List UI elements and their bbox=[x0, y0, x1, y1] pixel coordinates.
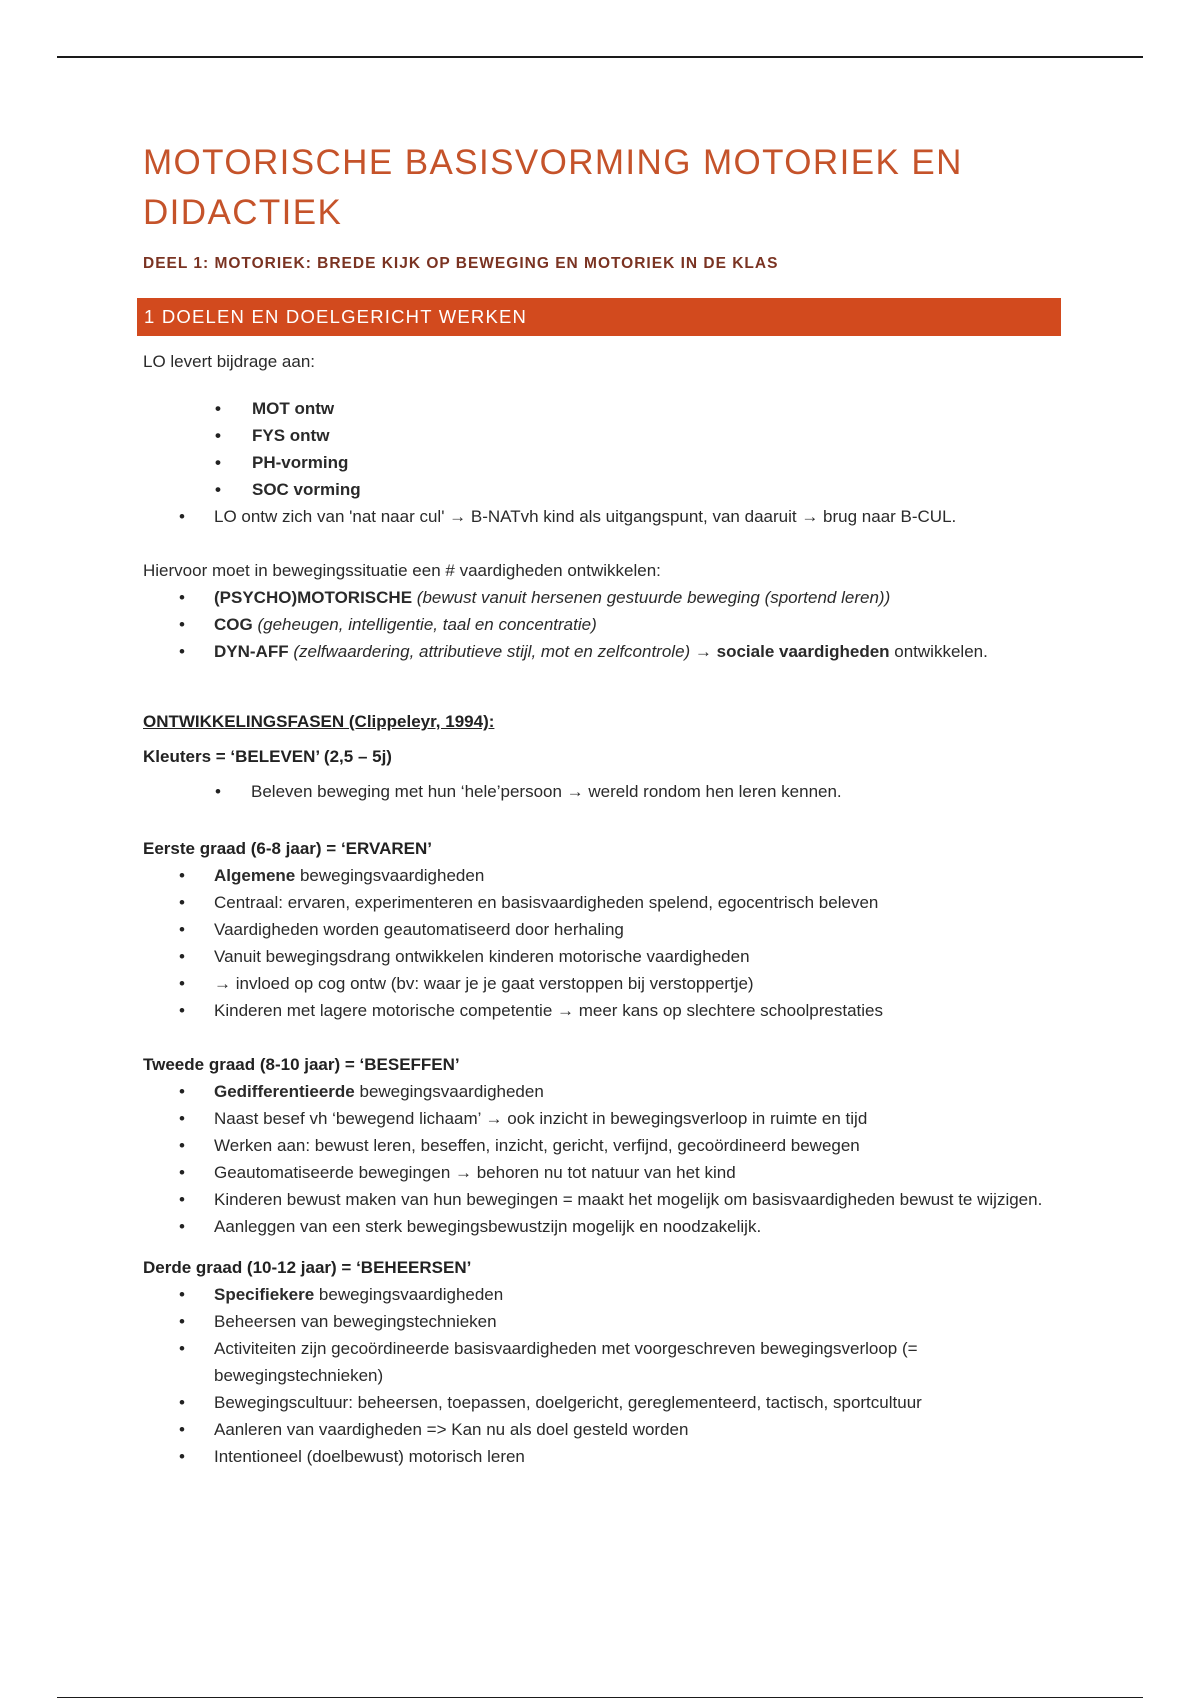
skills-list bbox=[143, 584, 1063, 665]
eerste-graad-list bbox=[143, 862, 1063, 1024]
kleuters-heading: Kleuters = ‘BELEVEN’ (2,5 – 5j) bbox=[143, 747, 392, 766]
intro-text: LO levert bijdrage aan: bbox=[143, 352, 315, 371]
list-item: • Centraal: ervaren, experimenteren en basisvaardigheden spelend, egocentrisch beleven bbox=[143, 889, 1063, 916]
derde-graad-heading: Derde graad (10-12 jaar) = ‘BEHEERSEN’ bbox=[143, 1258, 472, 1277]
skill-label: COG bbox=[214, 615, 253, 634]
tweede-graad-list bbox=[143, 1078, 1063, 1240]
document-page bbox=[143, 138, 1063, 1470]
list-item: • Vanuit bewegingsdrang ontwikkelen kinderen motorische vaardigheden bbox=[143, 943, 1063, 970]
section-heading-bar: 1 DOELEN EN DOELGERICHT WERKEN bbox=[137, 298, 1061, 336]
list-item: • Kinderen bewust maken van hun bewegingen = maakt het mogelijk om basisvaardigheden bewust te wijzigen. bbox=[143, 1186, 1063, 1213]
skill-desc: (zelfwaardering, attributieve stijl, mot en zelfcontrole) bbox=[293, 642, 691, 661]
skill-desc: (bewust vanuit hersenen gestuurde beweging (sportend leren)) bbox=[416, 588, 891, 607]
skills-intro: Hiervoor moet in bewegingssituatie een # vaardigheden ontwikkelen: bbox=[143, 561, 661, 580]
list-item: • Beheersen van bewegingstechnieken bbox=[143, 1308, 1063, 1335]
list-item: • Naast besef vh ‘bewegend lichaam’ → ook inzicht in bewegingsverloop in ruimte en tijd bbox=[143, 1105, 1063, 1132]
item-rest: bewegingsvaardigheden bbox=[354, 1082, 544, 1101]
contributions-list bbox=[143, 395, 1063, 503]
document-title: MOTORISCHE BASISVORMING MOTORIEK EN DIDACTIEK bbox=[143, 143, 963, 232]
list-item: • Intentioneel (doelbewust) motorisch leren bbox=[143, 1443, 1063, 1470]
list-item bbox=[143, 862, 1063, 889]
nat-cul-list bbox=[143, 503, 1063, 530]
item-rest: bewegingsvaardigheden bbox=[314, 1285, 504, 1304]
list-item: • Werken aan: bewust leren, beseffen, inzicht, gericht, verfijnd, gecoördineerd bewegen bbox=[143, 1132, 1063, 1159]
skill-bold-tail: sociale vaardigheden bbox=[716, 642, 890, 661]
skill-desc: (geheugen, intelligentie, taal en concentratie) bbox=[257, 615, 597, 634]
list-item: • SOC vorming bbox=[143, 476, 1063, 503]
skill-tail: ontwikkelen. bbox=[889, 642, 988, 661]
list-item: • Aanleggen van een sterk bewegingsbewustzijn mogelijk en noodzakelijk. bbox=[143, 1213, 1063, 1240]
skill-label: (PSYCHO)MOTORISCHE bbox=[214, 588, 413, 607]
arrow: → bbox=[690, 642, 717, 661]
list-item bbox=[143, 638, 1063, 665]
list-item: • MOT ontw bbox=[143, 395, 1063, 422]
top-rule bbox=[57, 56, 1143, 58]
derde-graad-list bbox=[143, 1281, 1063, 1470]
list-item: • Bewegingscultuur: beheersen, toepassen, doelgericht, gereglementeerd, tactisch, sportcultuur bbox=[143, 1389, 1063, 1416]
list-item: • → invloed op cog ontw (bv: waar je je gaat verstoppen bij verstoppertje) bbox=[143, 970, 1063, 997]
document-subtitle: DEEL 1: MOTORIEK: BREDE KIJK OP BEWEGING EN MOTORIEK IN DE KLAS bbox=[143, 255, 779, 272]
list-item: • Activiteiten zijn gecoördineerde basisvaardigheden met voorgeschreven bewegingsverloop (= bewegingstechnieken) bbox=[143, 1335, 1063, 1389]
bottom-rule bbox=[57, 1697, 1143, 1698]
list-item bbox=[143, 611, 1063, 638]
kleuters-list bbox=[143, 778, 1063, 805]
list-item: • Vaardigheden worden geautomatiseerd door herhaling bbox=[143, 916, 1063, 943]
phases-heading-text: ONTWIKKELINGSFASEN (Clippeleyr, 1994): bbox=[143, 712, 495, 731]
phases-heading bbox=[143, 708, 1063, 735]
list-item bbox=[143, 1078, 1063, 1105]
list-item bbox=[143, 584, 1063, 611]
list-item: • Beleven beweging met hun ‘hele’persoon → wereld rondom hen leren kennen. bbox=[143, 778, 1063, 805]
list-item: • PH-vorming bbox=[143, 449, 1063, 476]
item-rest: bewegingsvaardigheden bbox=[295, 866, 485, 885]
eerste-graad-heading: Eerste graad (6-8 jaar) = ‘ERVAREN’ bbox=[143, 839, 432, 858]
list-item: • Aanleren van vaardigheden => Kan nu als doel gesteld worden bbox=[143, 1416, 1063, 1443]
list-item: • FYS ontw bbox=[143, 422, 1063, 449]
tweede-graad-heading: Tweede graad (8-10 jaar) = ‘BESEFFEN’ bbox=[143, 1055, 460, 1074]
item-bold: Gedifferentieerde bbox=[214, 1082, 355, 1101]
list-item: • LO ontw zich van 'nat naar cul' → B-NATvh kind als uitgangspunt, van daaruit → brug naar B-CUL. bbox=[143, 503, 1063, 530]
item-bold: Specifiekere bbox=[214, 1285, 315, 1304]
item-bold: Algemene bbox=[214, 866, 296, 885]
list-item: • Geautomatiseerde bewegingen → behoren nu tot natuur van het kind bbox=[143, 1159, 1063, 1186]
list-item: • Kinderen met lagere motorische competentie → meer kans op slechtere schoolprestaties bbox=[143, 997, 1063, 1024]
list-item bbox=[143, 1281, 1063, 1308]
skill-label: DYN-AFF bbox=[214, 642, 289, 661]
